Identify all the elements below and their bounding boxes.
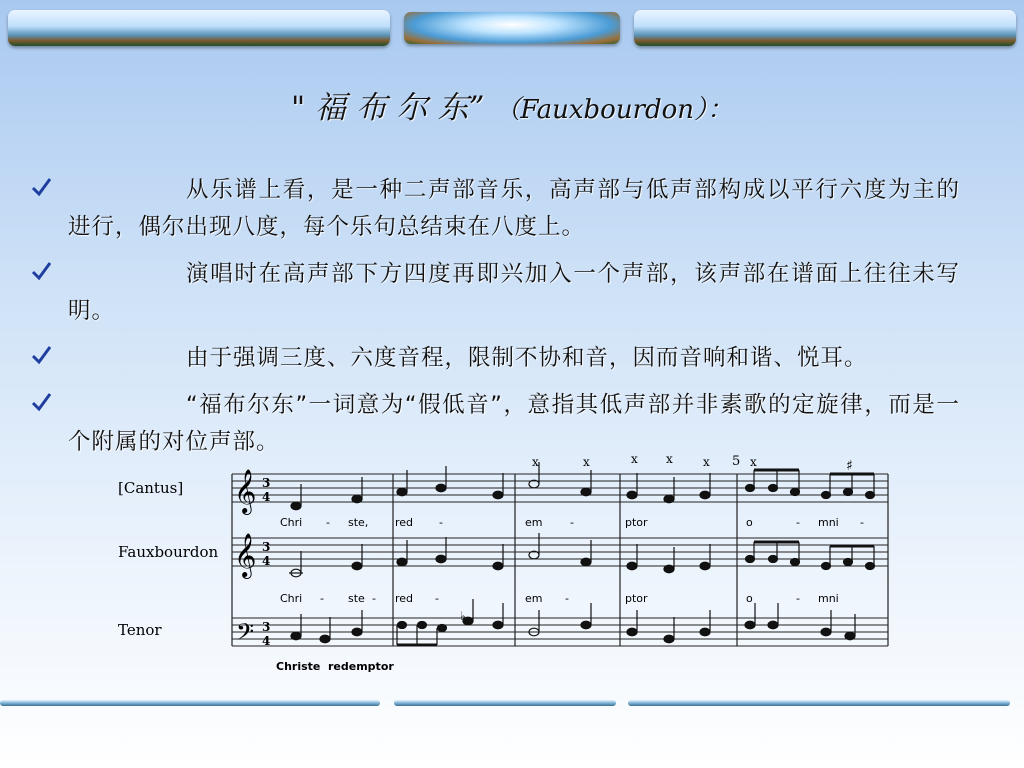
svg-text:x: x [666, 452, 673, 466]
svg-text:x: x [631, 452, 638, 466]
svg-text:ptor: ptor [625, 592, 648, 605]
svg-text:redemptor: redemptor [328, 660, 394, 673]
header-banner-right [634, 10, 1016, 46]
sharp-icon: ♯ [846, 458, 853, 474]
bullet-item [30, 340, 960, 377]
svg-text:-: - [796, 516, 800, 529]
checkmark-icon [30, 391, 52, 413]
flat-icon: ♭ [460, 609, 466, 623]
svg-text:red: red [395, 516, 414, 529]
fauxbourdon-notes [289, 533, 875, 577]
svg-text:3: 3 [262, 540, 271, 554]
svg-text:x: x [532, 455, 539, 469]
title-latin: （Fauxbourdon）： [494, 95, 734, 125]
svg-text:x: x [703, 455, 710, 469]
staff-cantus [232, 474, 888, 502]
bullet-item [30, 256, 960, 330]
staff-label-fauxbourdon: Fauxbourdon [118, 543, 219, 561]
time-signature [262, 476, 270, 648]
tenor-notes [291, 599, 855, 645]
cantus-notes [291, 462, 875, 510]
title-quote-open: " [290, 90, 306, 126]
bullet-item [30, 172, 960, 246]
svg-text:red: red [395, 592, 414, 605]
svg-text:-: - [860, 516, 864, 529]
svg-text:em: em [525, 516, 543, 529]
footer-line-right [628, 700, 1010, 706]
footer-line-center [394, 700, 616, 706]
staff-label-cantus: [Cantus] [118, 479, 184, 497]
bass-clef-icon: 𝄢 [236, 618, 255, 651]
svg-text:Chri: Chri [280, 592, 303, 605]
svg-text:3: 3 [262, 476, 271, 490]
svg-text:-: - [435, 592, 439, 605]
title-quote-close: ” [468, 90, 485, 126]
measure-number: 5 [732, 454, 741, 469]
header-banner-center [404, 12, 620, 44]
bullet-text: 演唱时在高声部下方四度再即兴加入一个声部，该声部在谱面上往往未写明。 [68, 261, 960, 324]
bullet-list [30, 172, 960, 471]
svg-text:-: - [439, 516, 443, 529]
title-chinese: 福 布 尔 东 [315, 90, 469, 126]
svg-text:o: o [746, 516, 753, 529]
svg-text:ste,: ste, [348, 516, 369, 529]
treble-clef-icon: 𝄞 [234, 533, 257, 577]
bullet-text: “福布尔东”一词意为“假低音”，意指其低声部并非素歌的定旋律，而是一个附属的对位声部。 [68, 392, 960, 455]
music-score [110, 448, 902, 680]
svg-text:Christe: Christe [276, 660, 321, 673]
svg-text:-: - [326, 516, 330, 529]
slide-title [0, 82, 1024, 127]
svg-text:ptor: ptor [625, 516, 648, 529]
svg-text:mni: mni [818, 516, 839, 529]
checkmark-icon [30, 260, 52, 282]
checkmark-icon [30, 344, 52, 366]
svg-text:mni: mni [818, 592, 839, 605]
checkmark-icon [30, 176, 52, 198]
svg-text:Chri: Chri [280, 516, 303, 529]
svg-text:x: x [750, 455, 757, 469]
staff-label-tenor: Tenor [118, 621, 162, 639]
svg-text:-: - [796, 592, 800, 605]
tenor-lyrics [276, 660, 394, 673]
bullet-text: 由于强调三度、六度音程，限制不协和音，因而音响和谐、悦耳。 [186, 345, 868, 371]
svg-text:x: x [583, 455, 590, 469]
svg-text:-: - [565, 592, 569, 605]
interval-marks [532, 452, 757, 469]
svg-text:o: o [746, 592, 753, 605]
svg-text:-: - [372, 592, 376, 605]
cantus-lyrics [280, 516, 864, 529]
treble-clef-icon: 𝄞 [234, 469, 257, 513]
svg-text:em: em [525, 592, 543, 605]
svg-text:4: 4 [262, 490, 271, 504]
bullet-text: 从乐谱上看，是一种二声部音乐，高声部与低声部构成以平行六度为主的进行，偶尔出现八度，每个乐句总结束在八度上。 [68, 177, 960, 240]
svg-text:-: - [570, 516, 574, 529]
svg-text:-: - [320, 592, 324, 605]
svg-text:3: 3 [262, 620, 271, 634]
svg-text:ste: ste [348, 592, 365, 605]
svg-text:4: 4 [262, 634, 271, 648]
footer-line-left [0, 700, 380, 706]
svg-text:4: 4 [262, 554, 271, 568]
header-banner-left [8, 10, 390, 46]
